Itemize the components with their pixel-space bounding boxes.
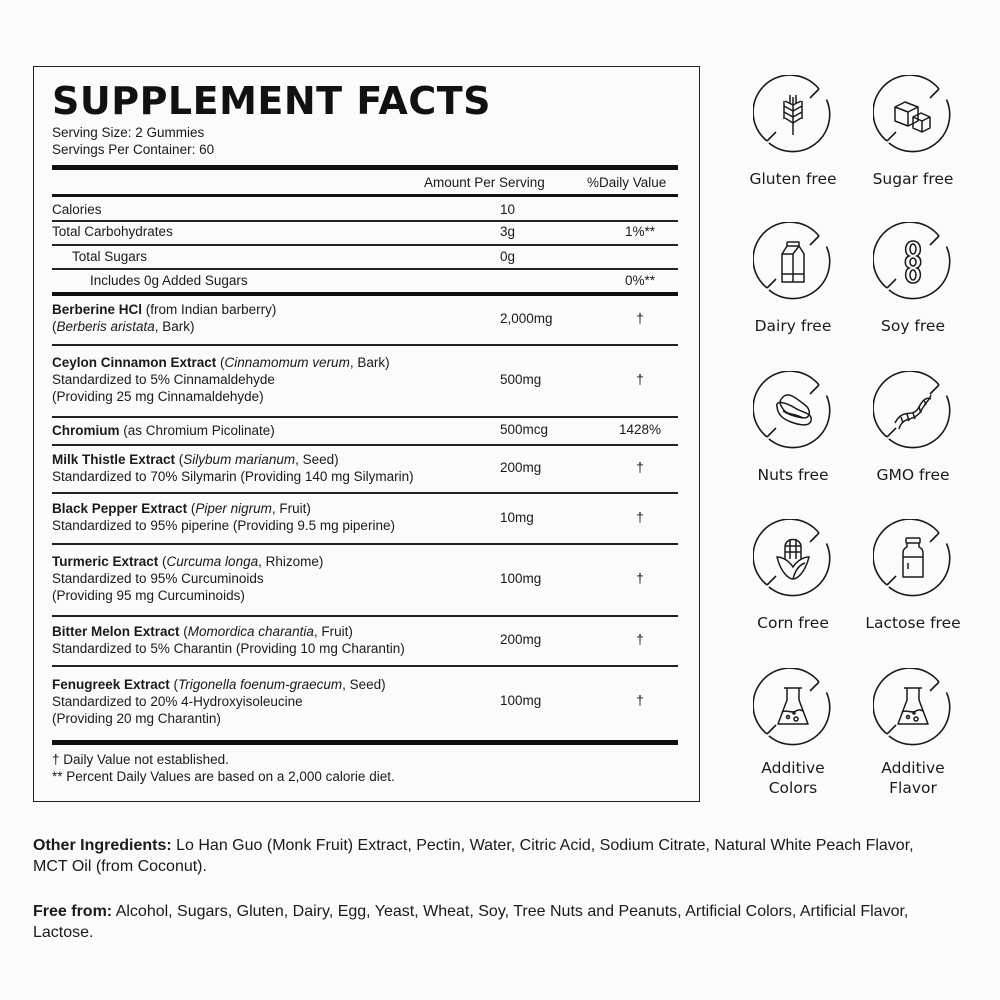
ingredient-standardization: Standardized to 70% Silymarin (Providing 140 mg Silymarin) (52, 469, 414, 484)
free-from-label: Free from: (33, 903, 113, 920)
ingredient-dv: † (636, 693, 644, 708)
badge-label-line: Flavor (889, 779, 937, 797)
ingredient-amount: 200mg (500, 632, 542, 647)
plant-part: , Bark) (154, 319, 195, 334)
badge-label: Nuts free (757, 466, 829, 484)
ingredient-name-line (52, 500, 311, 517)
ingredient-dv: 1428% (618, 422, 662, 437)
ingredient-standardization: Standardized to 95% Curcuminoids (52, 571, 264, 586)
ingredient-amount: 10mg (500, 510, 534, 525)
badge-label: Gluten free (749, 170, 837, 188)
badge-soy-free (858, 222, 968, 336)
ingredient-dv: † (636, 571, 644, 586)
ingredient-dv: † (636, 632, 644, 647)
badge-label: Dairy free (754, 317, 832, 335)
ingredient-providing: (Providing 95 mg Curcuminoids) (52, 588, 245, 603)
flask-icon (753, 668, 833, 748)
ingredient-providing: (Providing 25 mg Cinnamaldehyde) (52, 389, 264, 404)
divider-thick (52, 740, 678, 745)
row-divider (52, 543, 678, 545)
milk-carton-icon (753, 222, 833, 302)
badge-additive-flavor (858, 668, 968, 798)
badge-label (858, 758, 968, 798)
badge-additive-colors (738, 668, 848, 798)
divider-thick (52, 292, 678, 296)
divider-thick (52, 165, 678, 170)
footnote-percent-dv: ** Percent Daily Values are based on a 2,000 calorie diet. (52, 769, 395, 784)
botanical-name: Momordica charantia (187, 624, 314, 639)
nuts-icon (753, 371, 833, 451)
free-from-text: Alcohol, Sugars, Gluten, Dairy, Egg, Yeast, Wheat, Soy, Tree Nuts and Peanuts, Artificial Colors, Artificial Flavor, Lactose. (33, 903, 909, 941)
ingredient-name-line (52, 676, 386, 693)
plant-part: , Seed) (295, 452, 339, 467)
footnote-dagger: † Daily Value not established. (52, 752, 229, 767)
ingredient-name: Berberine HCl (52, 302, 143, 317)
servings-per-container: Servings Per Container: 60 (52, 142, 215, 157)
badge-label: Sugar free (872, 170, 954, 188)
botanical-name: Berberis aristata (56, 319, 155, 334)
row-label: Calories (52, 202, 102, 217)
badge-label-line: Colors (768, 779, 818, 797)
ingredient-source: (from Indian barberry) (142, 302, 277, 317)
ingredient-name: Turmeric Extract (52, 554, 159, 569)
serving-size: Serving Size: 2 Gummies (52, 125, 205, 140)
row-divider (52, 244, 678, 246)
corn-icon (753, 519, 833, 599)
paren-open: ( (52, 319, 57, 334)
badge-label-line: Additive (761, 759, 825, 777)
row-divider (52, 268, 678, 270)
ingredient-dv: † (636, 372, 644, 387)
ingredient-standardization: Standardized to 95% piperine (Providing 9.5 mg piperine) (52, 518, 395, 533)
ingredient-name-line (52, 451, 339, 468)
botanical-name: Silybum marianum (183, 452, 296, 467)
ingredient-name: Black Pepper Extract (52, 501, 188, 516)
ingredient-dv: † (636, 460, 644, 475)
botanical-name: Cinnamomum verum (224, 355, 350, 370)
ingredient-dv: † (636, 311, 644, 326)
paren-open: ( (179, 624, 188, 639)
paren-open: ( (216, 355, 225, 370)
row-dv: 0%** (624, 273, 656, 288)
ingredient-standardization: Standardized to 5% Cinnamaldehyde (52, 372, 275, 387)
paren-open: ( (175, 452, 184, 467)
other-ingredients-label: Other Ingredients: (33, 837, 172, 854)
soybean-icon (873, 222, 953, 302)
ingredient-amount: 2,000mg (500, 311, 553, 326)
other-ingredients-text: Lo Han Guo (Monk Fruit) Extract, Pectin, Water, Citric Acid, Sodium Citrate, Natural White Peach Flavor, MCT Oil (from Coconut). (33, 837, 914, 875)
paren-open: ( (169, 677, 179, 692)
supplement-facts-panel (33, 66, 700, 802)
ingredient-name: Fenugreek Extract (52, 677, 170, 692)
badge-label: Corn free (757, 614, 829, 632)
ingredient-name-line (52, 553, 323, 570)
ingredient-standardization: Standardized to 20% 4-Hydroxyisoleucine (52, 694, 303, 709)
panel-title: SUPPLEMENT FACTS (52, 79, 492, 123)
ingredient-amount: 500mg (500, 372, 542, 387)
row-label: Total Carbohydrates (52, 224, 173, 239)
plant-part: , Bark) (349, 355, 390, 370)
free-from (33, 901, 933, 943)
badge-dairy-free (738, 222, 848, 336)
ingredient-amount: 500mcg (500, 422, 549, 437)
row-amount: 3g (500, 224, 516, 239)
other-ingredients (33, 835, 933, 877)
paren-open: ( (187, 501, 196, 516)
ingredient-source: (as Chromium Picolinate) (119, 423, 275, 438)
header-amount: Amount Per Serving (424, 175, 545, 190)
row-amount: 10 (500, 202, 516, 217)
ingredient-providing: (Providing 20 mg Charantin) (52, 711, 221, 726)
plant-part: , Fruit) (271, 501, 311, 516)
badge-label (738, 758, 848, 798)
row-divider (52, 665, 678, 667)
ingredient-name-line (52, 301, 276, 318)
paren-open: ( (158, 554, 167, 569)
badge-label: Lactose free (865, 614, 961, 632)
plant-part: , Seed) (342, 677, 386, 692)
badge-gmo-free (858, 371, 968, 485)
row-divider (52, 344, 678, 346)
badge-sugar-free (858, 75, 968, 189)
milk-bottle-icon (873, 519, 953, 599)
ingredient-detail-line (52, 318, 195, 335)
badge-gluten-free (738, 75, 848, 189)
ingredient-amount: 100mg (500, 571, 542, 586)
badge-lactose-free (858, 519, 968, 633)
row-divider (52, 220, 678, 222)
badge-label: GMO free (876, 466, 950, 484)
row-label: Includes 0g Added Sugars (90, 273, 248, 288)
badge-label-line: Additive (881, 759, 945, 777)
row-amount: 0g (500, 249, 516, 264)
wheat-icon (753, 75, 833, 155)
ingredient-amount: 200mg (500, 460, 542, 475)
ingredient-name-line (52, 623, 353, 640)
sugar-cubes-icon (873, 75, 953, 155)
badge-label: Soy free (881, 317, 945, 335)
ingredient-name: Bitter Melon Extract (52, 624, 180, 639)
ingredient-name-line (52, 354, 390, 371)
header-daily-value: %Daily Value (587, 175, 667, 190)
divider-medium (52, 194, 678, 197)
ingredient-name: Milk Thistle Extract (52, 452, 176, 467)
ingredient-dv: † (636, 510, 644, 525)
row-divider (52, 416, 678, 418)
botanical-name: Curcuma longa (166, 554, 259, 569)
row-divider (52, 615, 678, 617)
badge-nuts-free (738, 371, 848, 485)
ingredient-name: Chromium (52, 423, 120, 438)
plant-part: , Fruit) (313, 624, 353, 639)
plant-part: , Rhizome) (258, 554, 324, 569)
botanical-name: Trigonella foenum-graecum (178, 677, 343, 692)
badge-corn-free (738, 519, 848, 633)
row-label: Total Sugars (72, 249, 148, 264)
botanical-name: Piper nigrum (195, 501, 272, 516)
ingredient-name: Ceylon Cinnamon Extract (52, 355, 217, 370)
flask-icon (873, 668, 953, 748)
ingredient-amount: 100mg (500, 693, 542, 708)
ingredient-name-line (52, 422, 275, 439)
row-divider (52, 492, 678, 494)
ingredient-standardization: Standardized to 5% Charantin (Providing 10 mg Charantin) (52, 641, 405, 656)
row-dv: 1%** (624, 224, 656, 239)
row-divider (52, 444, 678, 446)
dna-icon (873, 371, 953, 451)
